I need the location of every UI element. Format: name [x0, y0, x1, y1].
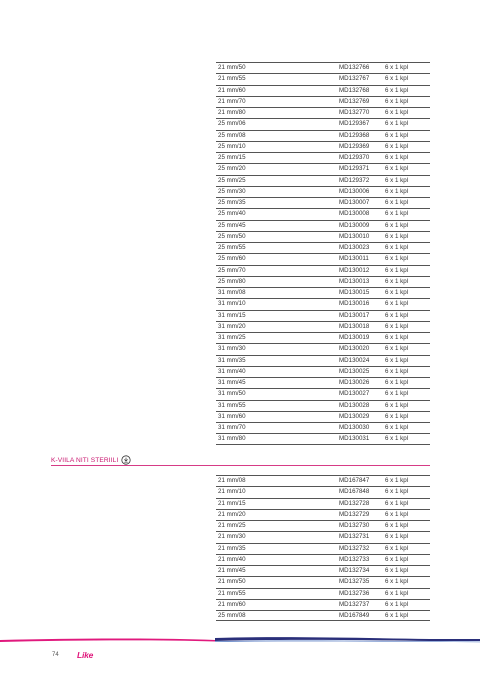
- code-cell: MD130017: [339, 311, 370, 319]
- size-cell: 25 mm/45: [218, 221, 246, 229]
- size-cell: 21 mm/25: [218, 522, 246, 529]
- code-cell: MD132732: [339, 544, 370, 552]
- code-cell: MD130020: [339, 345, 370, 353]
- quantity-cell: 6 x 1 kpl: [385, 75, 409, 83]
- quantity-cell: 6 x 1 kpl: [385, 210, 409, 218]
- quantity-cell: 6 x 1 kpl: [385, 533, 409, 541]
- quantity-cell: 6 x 1 kpl: [385, 142, 409, 150]
- table-row: [216, 175, 430, 186]
- table-row: [216, 588, 430, 599]
- page-number: 74: [52, 652, 59, 658]
- quantity-cell: 6 x 1 kpl: [385, 477, 409, 484]
- quantity-cell: 6 x 1 kpl: [385, 345, 409, 353]
- table-row: [216, 433, 430, 444]
- size-cell: 21 mm/10: [218, 488, 246, 496]
- code-cell: MD132770: [339, 109, 370, 116]
- table-row: [216, 186, 430, 197]
- size-cell: 21 mm/50: [218, 64, 246, 71]
- size-cell: 25 mm/35: [218, 199, 246, 206]
- code-cell: MD132730: [339, 522, 370, 529]
- table-row: [216, 96, 430, 107]
- size-cell: 31 mm/45: [218, 379, 246, 386]
- size-cell: 31 mm/70: [218, 424, 246, 431]
- code-cell: MD130013: [339, 277, 370, 285]
- size-cell: 21 mm/60: [218, 600, 246, 608]
- table-row: [216, 62, 430, 73]
- table-row: [216, 197, 430, 208]
- code-cell: MD132729: [339, 510, 370, 518]
- quantity-cell: 6 x 1 kpl: [385, 232, 409, 240]
- quantity-cell: 6 x 1 kpl: [385, 379, 409, 386]
- code-cell: MD167849: [339, 612, 370, 619]
- code-cell: MD130006: [339, 187, 370, 195]
- table-row: [216, 565, 430, 576]
- code-cell: MD132735: [339, 578, 370, 586]
- brand-logo: Like: [77, 650, 94, 660]
- size-cell: 21 mm/60: [218, 86, 246, 94]
- size-cell: 21 mm/35: [218, 544, 246, 552]
- table-row: [216, 509, 430, 520]
- size-cell: 25 mm/20: [218, 165, 246, 173]
- table-row: [216, 610, 430, 621]
- size-cell: 31 mm/30: [218, 345, 246, 353]
- size-cell: 31 mm/55: [218, 401, 246, 409]
- code-cell: MD132768: [339, 86, 370, 94]
- size-cell: 25 mm/25: [218, 176, 246, 184]
- quantity-cell: 6 x 1 kpl: [385, 600, 409, 608]
- code-cell: MD130025: [339, 367, 370, 375]
- quantity-cell: 6 x 1 kpl: [385, 154, 409, 161]
- product-table-bottom: [216, 475, 430, 621]
- quantity-cell: 6 x 1 kpl: [385, 412, 409, 420]
- code-cell: MD130030: [339, 424, 370, 431]
- code-cell: MD130024: [339, 356, 370, 364]
- quantity-cell: 6 x 1 kpl: [385, 244, 409, 251]
- code-cell: MD129372: [339, 176, 370, 184]
- size-cell: 21 mm/40: [218, 555, 246, 563]
- quantity-cell: 6 x 1 kpl: [385, 120, 409, 128]
- table-row: [216, 366, 430, 377]
- size-cell: 25 mm/06: [218, 120, 246, 128]
- size-cell: 31 mm/40: [218, 367, 246, 375]
- table-row: [216, 152, 430, 163]
- table-row: [216, 543, 430, 554]
- table-row: [216, 231, 430, 242]
- sterile-icon: [121, 455, 131, 465]
- code-cell: MD130011: [339, 255, 369, 263]
- code-cell: MD130029: [339, 412, 370, 420]
- quantity-cell: 6 x 1 kpl: [385, 612, 409, 619]
- quantity-cell: 6 x 1 kpl: [385, 322, 409, 330]
- size-cell: 21 mm/55: [218, 75, 246, 83]
- table-row: [216, 531, 430, 542]
- size-cell: 25 mm/08: [218, 131, 246, 139]
- section-divider: [51, 465, 430, 466]
- size-cell: 25 mm/80: [218, 277, 246, 285]
- size-cell: 31 mm/10: [218, 300, 246, 308]
- size-cell: 25 mm/50: [218, 232, 246, 240]
- quantity-cell: 6 x 1 kpl: [385, 522, 409, 529]
- code-cell: MD132734: [339, 567, 370, 574]
- code-cell: MD130031: [339, 435, 370, 443]
- table-row: [216, 85, 430, 96]
- table-row: [216, 332, 430, 343]
- code-cell: MD132767: [339, 75, 370, 83]
- quantity-cell: 6 x 1 kpl: [385, 555, 409, 563]
- code-cell: MD129367: [339, 120, 370, 128]
- code-cell: MD130019: [339, 334, 370, 341]
- table-row: [216, 486, 430, 497]
- quantity-cell: 6 x 1 kpl: [385, 510, 409, 518]
- code-cell: MD129369: [339, 142, 370, 150]
- quantity-cell: 6 x 1 kpl: [385, 401, 409, 409]
- size-cell: 21 mm/20: [218, 510, 246, 518]
- code-cell: MD129368: [339, 131, 370, 139]
- code-cell: MD130009: [339, 221, 370, 229]
- code-cell: MD132731: [339, 533, 370, 541]
- quantity-cell: 6 x 1 kpl: [385, 300, 409, 308]
- size-cell: 25 mm/30: [218, 187, 246, 195]
- quantity-cell: 6 x 1 kpl: [385, 277, 409, 285]
- code-cell: MD132737: [339, 600, 370, 608]
- table-row: [216, 355, 430, 366]
- size-cell: 21 mm/45: [218, 567, 246, 574]
- quantity-cell: 6 x 1 kpl: [385, 176, 409, 184]
- table-row: [216, 287, 430, 298]
- quantity-cell: 6 x 1 kpl: [385, 390, 409, 398]
- size-cell: 25 mm/08: [218, 612, 246, 619]
- quantity-cell: 6 x 1 kpl: [385, 589, 409, 597]
- table-row: [216, 163, 430, 174]
- code-cell: MD130012: [339, 266, 370, 274]
- size-cell: 21 mm/08: [218, 477, 246, 484]
- product-table-top: [216, 62, 430, 445]
- size-cell: 31 mm/60: [218, 412, 246, 420]
- quantity-cell: 6 x 1 kpl: [385, 435, 409, 443]
- table-row: [216, 130, 430, 141]
- size-cell: 25 mm/70: [218, 266, 246, 274]
- quantity-cell: 6 x 1 kpl: [385, 165, 409, 173]
- quantity-cell: 6 x 1 kpl: [385, 499, 409, 507]
- quantity-cell: 6 x 1 kpl: [385, 356, 409, 364]
- quantity-cell: 6 x 1 kpl: [385, 289, 409, 296]
- table-row: [216, 253, 430, 264]
- code-cell: MD130016: [339, 300, 370, 308]
- code-cell: MD129371: [339, 165, 370, 173]
- quantity-cell: 6 x 1 kpl: [385, 109, 409, 116]
- size-cell: 31 mm/20: [218, 322, 246, 330]
- table-row: [216, 141, 430, 152]
- code-cell: MD130023: [339, 244, 370, 251]
- quantity-cell: 6 x 1 kpl: [385, 488, 409, 496]
- code-cell: MD130018: [339, 322, 370, 330]
- size-cell: 21 mm/30: [218, 533, 246, 541]
- code-cell: MD132766: [339, 64, 370, 71]
- quantity-cell: 6 x 1 kpl: [385, 187, 409, 195]
- code-cell: MD132769: [339, 97, 370, 105]
- table-row: [216, 400, 430, 411]
- code-cell: MD132736: [339, 589, 370, 597]
- quantity-cell: 6 x 1 kpl: [385, 544, 409, 552]
- quantity-cell: 6 x 1 kpl: [385, 334, 409, 341]
- table-row: [216, 208, 430, 219]
- section-title: [51, 455, 131, 465]
- code-cell: MD167847: [339, 477, 370, 484]
- code-cell: MD129370: [339, 154, 370, 161]
- quantity-cell: 6 x 1 kpl: [385, 578, 409, 586]
- table-row: [216, 475, 430, 486]
- quantity-cell: 6 x 1 kpl: [385, 199, 409, 206]
- table-row: [216, 498, 430, 509]
- table-row: [216, 388, 430, 399]
- code-cell: MD132728: [339, 499, 370, 507]
- table-row: [216, 265, 430, 276]
- footer-wave-bar: [0, 632, 480, 646]
- size-cell: 21 mm/55: [218, 589, 246, 597]
- quantity-cell: 6 x 1 kpl: [385, 567, 409, 574]
- table-row: [216, 118, 430, 129]
- table-row: [216, 220, 430, 231]
- size-cell: 31 mm/50: [218, 390, 246, 398]
- table-row: [216, 310, 430, 321]
- code-cell: MD130010: [339, 232, 370, 240]
- code-cell: MD130015: [339, 289, 370, 296]
- code-cell: MD130026: [339, 379, 370, 386]
- size-cell: 31 mm/25: [218, 334, 246, 341]
- table-row: [216, 422, 430, 433]
- quantity-cell: 6 x 1 kpl: [385, 97, 409, 105]
- table-row: [216, 321, 430, 332]
- code-cell: MD130028: [339, 401, 370, 409]
- quantity-cell: 6 x 1 kpl: [385, 131, 409, 139]
- quantity-cell: 6 x 1 kpl: [385, 221, 409, 229]
- size-cell: 21 mm/15: [218, 499, 246, 507]
- table-row: [216, 554, 430, 565]
- size-cell: 31 mm/15: [218, 311, 246, 319]
- size-cell: 31 mm/35: [218, 356, 246, 364]
- code-cell: MD132733: [339, 555, 370, 563]
- section-title-text: K-VIILA NITI STERIILI: [51, 456, 119, 464]
- quantity-cell: 6 x 1 kpl: [385, 86, 409, 94]
- size-cell: 25 mm/60: [218, 255, 246, 263]
- code-cell: MD130027: [339, 390, 370, 398]
- table-row: [216, 520, 430, 531]
- size-cell: 25 mm/55: [218, 244, 246, 251]
- table-row: [216, 107, 430, 118]
- table-row: [216, 599, 430, 610]
- table-row: [216, 411, 430, 422]
- code-cell: MD167848: [339, 488, 370, 496]
- quantity-cell: 6 x 1 kpl: [385, 255, 409, 263]
- table-row: [216, 73, 430, 84]
- table-row: [216, 242, 430, 253]
- quantity-cell: 6 x 1 kpl: [385, 311, 409, 319]
- quantity-cell: 6 x 1 kpl: [385, 424, 409, 431]
- quantity-cell: 6 x 1 kpl: [385, 64, 409, 71]
- table-row: [216, 343, 430, 354]
- size-cell: 25 mm/40: [218, 210, 246, 218]
- quantity-cell: 6 x 1 kpl: [385, 266, 409, 274]
- code-cell: MD130007: [339, 199, 370, 206]
- table-row: [216, 576, 430, 587]
- size-cell: 21 mm/80: [218, 109, 246, 116]
- table-row: [216, 298, 430, 309]
- table-row: [216, 276, 430, 287]
- size-cell: 31 mm/80: [218, 435, 246, 443]
- size-cell: 25 mm/15: [218, 154, 246, 161]
- quantity-cell: 6 x 1 kpl: [385, 367, 409, 375]
- code-cell: MD130008: [339, 210, 370, 218]
- table-row: [216, 377, 430, 388]
- size-cell: 25 mm/10: [218, 142, 246, 150]
- size-cell: 31 mm/08: [218, 289, 246, 296]
- size-cell: 21 mm/50: [218, 578, 246, 586]
- size-cell: 21 mm/70: [218, 97, 246, 105]
